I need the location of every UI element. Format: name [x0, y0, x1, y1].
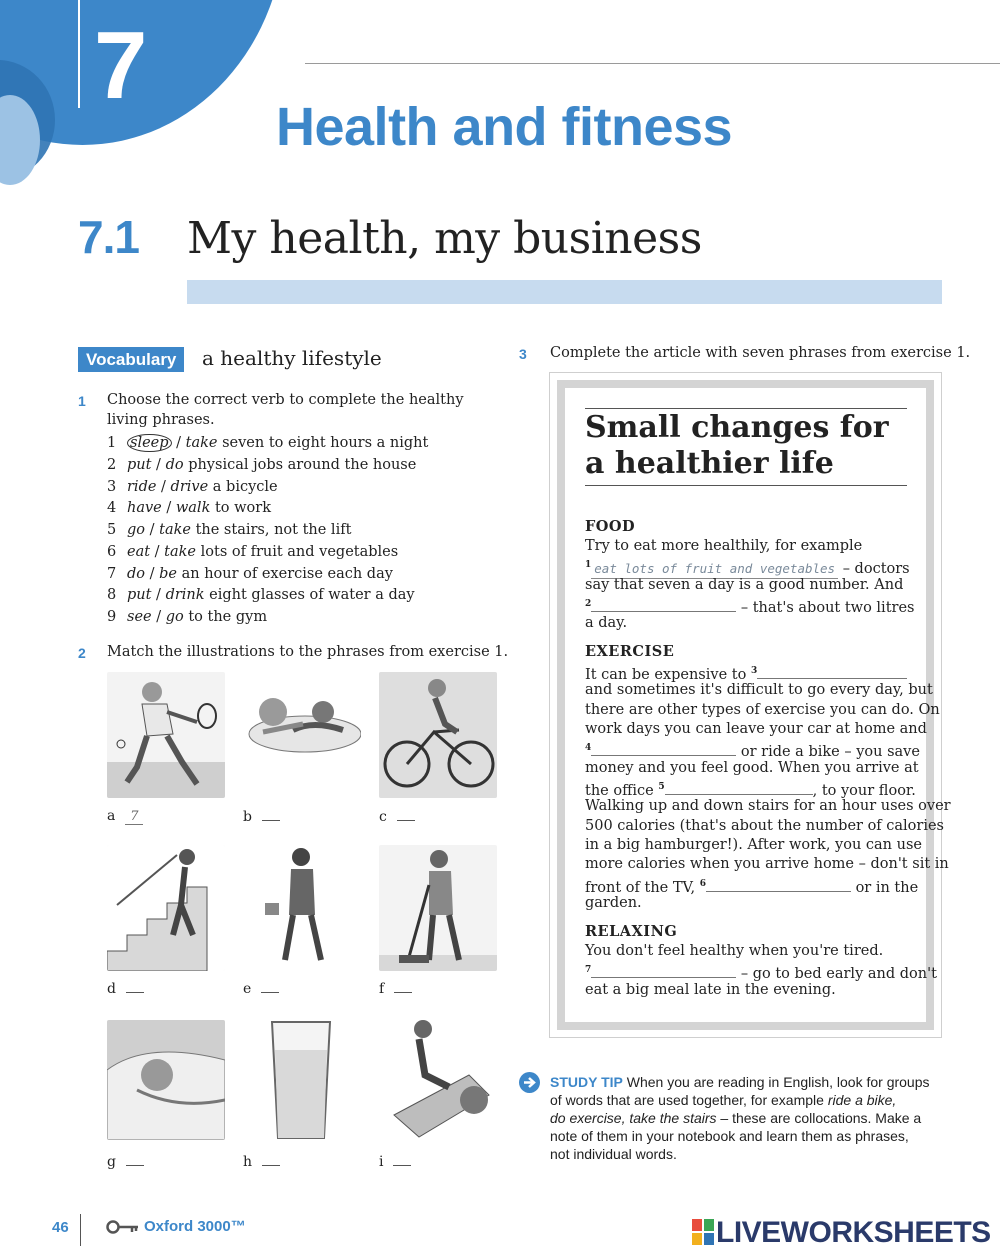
- study-tip-heading: STUDY TIP: [550, 1074, 623, 1090]
- study-tip-text: note of them in your notebook and learn them as phrases,: [550, 1128, 909, 1144]
- header-divider: [78, 0, 80, 108]
- item-number: 2: [107, 457, 117, 473]
- article-text: – go to bed early and don't: [740, 965, 937, 982]
- option-1[interactable]: sleep: [130, 435, 169, 451]
- picture-label-d: [107, 980, 144, 997]
- gap-3-field[interactable]: [757, 666, 907, 679]
- list-item: 7 do / be an hour of exercise each day: [107, 566, 393, 582]
- picture-letter: e: [243, 981, 252, 997]
- item-number: 5: [107, 522, 117, 538]
- option-2[interactable]: walk: [175, 500, 211, 516]
- picture-label-g: [107, 1153, 144, 1170]
- list-item: 9 see / go to the gym: [107, 609, 268, 625]
- option-1[interactable]: ride: [127, 479, 157, 495]
- gap-4-field[interactable]: [591, 743, 736, 756]
- article-line: Try to eat more healthily, for example: [585, 538, 863, 554]
- footer-divider: [80, 1214, 81, 1246]
- food-heading: FOOD: [585, 518, 636, 535]
- option-2[interactable]: take: [185, 435, 218, 451]
- answer-field-c[interactable]: [397, 808, 415, 821]
- answer-field-h[interactable]: [262, 1153, 280, 1166]
- article-line: $^4$ or ride a bike – you save: [585, 743, 920, 760]
- picture-label-b: [243, 808, 280, 825]
- item-rest: eight glasses of water a day: [209, 587, 415, 603]
- picture-label-h: [243, 1153, 280, 1170]
- option-1[interactable]: do: [127, 566, 146, 582]
- item-rest: a bicycle: [212, 479, 278, 495]
- study-tip-text: of words that are used together, for example: [550, 1092, 824, 1108]
- rowing-machine-icon: [389, 1015, 497, 1143]
- article-line: eat a big meal late in the evening.: [585, 982, 836, 998]
- list-item: 4 have / walk to work: [107, 500, 271, 516]
- option-2[interactable]: drink: [165, 587, 205, 603]
- article-line: work days you can leave your car at home and: [585, 721, 927, 737]
- article-line: $^1$ eat lots of fruit and vegetables – doctors: [585, 556, 910, 579]
- fruit-plate-icon: [243, 672, 361, 762]
- item-number: 3: [107, 479, 117, 495]
- picture-letter: a: [107, 808, 116, 824]
- picture-label-i: [379, 1153, 411, 1170]
- option-2[interactable]: be: [159, 566, 177, 582]
- study-tip-example: ride a bike,: [827, 1092, 897, 1108]
- item-rest: to work: [214, 500, 271, 516]
- list-item: 8 put / drink eight glasses of water a day: [107, 587, 415, 603]
- sleeping-woman-icon: [107, 1020, 225, 1140]
- article-text: or ride a bike – you save: [740, 743, 920, 760]
- article-title: [585, 410, 915, 482]
- picture-label-a: [107, 808, 143, 825]
- article-line: garden.: [585, 895, 642, 911]
- picture-letter: g: [107, 1154, 116, 1170]
- item-number: 4: [107, 500, 117, 516]
- option-1[interactable]: go: [127, 522, 146, 538]
- section-bar: [187, 280, 942, 304]
- gap-7-field[interactable]: [591, 965, 736, 978]
- item-number: 6: [107, 544, 117, 560]
- article-line: 500 calories (that's about the number of calories: [585, 818, 944, 834]
- article-line: in a big hamburger!). After work, you can use: [585, 837, 922, 853]
- option-1[interactable]: put: [127, 587, 152, 603]
- item-rest: lots of fruit and vegetables: [200, 544, 399, 560]
- picture-letter: h: [243, 1154, 253, 1170]
- article-text: , to your floor.: [812, 782, 916, 799]
- picture-letter: d: [107, 981, 116, 997]
- item-rest: seven to eight hours a night: [222, 435, 429, 451]
- oxford-3000-label: Oxford 3000™: [144, 1218, 246, 1235]
- picture-label-f: [379, 980, 412, 997]
- study-tip-text: – these are collocations. Make a: [720, 1110, 922, 1126]
- item-rest: to the gym: [188, 609, 268, 625]
- unit-title: Health and fitness: [276, 97, 733, 157]
- section-number: 7.1: [78, 211, 139, 263]
- answer-field-g[interactable]: [126, 1153, 144, 1166]
- article-line: say that seven a day is a good number. And: [585, 577, 904, 593]
- picture-label-e: [243, 980, 279, 997]
- arrow-right-icon: [519, 1072, 540, 1093]
- answer-field-i[interactable]: [393, 1153, 411, 1166]
- answer-field-b[interactable]: [262, 808, 280, 821]
- item-rest: physical jobs around the house: [188, 457, 417, 473]
- list-item: 6 eat / take lots of fruit and vegetables: [107, 544, 399, 560]
- picture-label-c: [379, 808, 415, 825]
- list-item: 3 ride / drive a bicycle: [107, 479, 278, 495]
- answer-field-a[interactable]: 7: [125, 809, 143, 825]
- exercise-heading: EXERCISE: [585, 643, 675, 660]
- option-2[interactable]: drive: [170, 479, 209, 495]
- tennis-player-icon: [107, 672, 225, 798]
- study-tip: [550, 1073, 940, 1163]
- gap-5-field[interactable]: [665, 782, 813, 795]
- cyclist-icon: [379, 672, 497, 798]
- article-line: the office $^5$ , to your floor.: [585, 782, 916, 799]
- list-item: 1 sleep / take seven to eight hours a night: [107, 435, 429, 451]
- article-line: $^2$ – that's about two litres: [585, 599, 915, 616]
- option-1[interactable]: see: [127, 609, 152, 625]
- exercise-1-number: 1: [78, 393, 86, 409]
- key-icon: [106, 1219, 140, 1239]
- item-number: 8: [107, 587, 117, 603]
- liveworksheets-text: LIVEWORKSHEETS: [716, 1216, 991, 1249]
- vocabulary-badge: Vocabulary: [78, 347, 184, 372]
- exercise-3-number: 3: [519, 346, 527, 362]
- article-line: money and you feel good. When you arrive at: [585, 760, 919, 776]
- article-line: Walking up and down stairs for an hour uses over: [585, 798, 951, 814]
- article-rule: [585, 408, 907, 409]
- article-text: It can be expensive to: [585, 666, 747, 683]
- option-2[interactable]: do: [165, 457, 184, 473]
- article-line: It can be expensive to $^3$: [585, 662, 907, 685]
- relaxing-heading: RELAXING: [585, 923, 678, 940]
- list-item: 5 go / take the stairs, not the lift: [107, 522, 352, 538]
- item-number: 1: [107, 435, 117, 451]
- gap-1-field[interactable]: eat lots of fruit and vegetables: [591, 559, 838, 579]
- exercise-2-instruction: Match the illustrations to the phrases from exercise 1.: [107, 644, 509, 660]
- item-number: 9: [107, 609, 117, 625]
- study-tip-text: not individual words.: [550, 1146, 677, 1162]
- picture-letter: f: [379, 981, 385, 997]
- water-glass-icon: [268, 1020, 334, 1142]
- option-2[interactable]: take: [164, 544, 197, 560]
- section-title: My health, my business: [187, 213, 702, 264]
- article-text: front of the TV,: [585, 879, 696, 896]
- answer-field-e[interactable]: [261, 980, 279, 993]
- picture-letter: i: [379, 1154, 384, 1170]
- article-text: – that's about two litres: [740, 599, 915, 616]
- exercise-3-instruction: Complete the article with seven phrases from exercise 1.: [550, 345, 971, 361]
- walking-woman-icon: [243, 845, 361, 971]
- article-title-line: Small changes for: [585, 410, 889, 445]
- article-text: or in the: [855, 879, 919, 896]
- picture-letter: c: [379, 809, 387, 825]
- article-line: there are other types of exercise you can do. On: [585, 702, 940, 718]
- sweeping-man-icon: [379, 845, 497, 971]
- gap-2-field[interactable]: [591, 599, 736, 612]
- option-2[interactable]: take: [159, 522, 191, 538]
- article-text: the office: [585, 782, 654, 799]
- item-rest: an hour of exercise each day: [181, 566, 393, 582]
- stairs-icon: [107, 845, 225, 971]
- option-1[interactable]: have: [127, 500, 162, 516]
- option-1[interactable]: put: [127, 457, 152, 473]
- answer-field-f[interactable]: [394, 980, 412, 993]
- list-item: 2 put / do physical jobs around the house: [107, 457, 417, 473]
- exercise-2-number: 2: [78, 645, 86, 661]
- liveworksheets-mark-icon: [692, 1219, 714, 1245]
- picture-letter: b: [243, 809, 252, 825]
- study-tip-example: do exercise, take the stairs: [550, 1110, 717, 1126]
- article-line: front of the TV, $^6$ or in the: [585, 879, 919, 896]
- article-line: $^7$ – go to bed early and don't: [585, 965, 937, 982]
- answer-field-d[interactable]: [126, 980, 144, 993]
- article-title-line: a healthier life: [585, 446, 834, 481]
- article-line: more calories when you arrive home – don't sit in: [585, 856, 949, 872]
- option-1[interactable]: eat: [127, 544, 151, 560]
- item-number: 7: [107, 566, 117, 582]
- item-rest: the stairs, not the lift: [195, 522, 352, 538]
- article-line: a day.: [585, 615, 628, 631]
- gap-6-field[interactable]: [706, 879, 851, 892]
- option-2[interactable]: go: [165, 609, 184, 625]
- unit-number: 7: [94, 12, 148, 119]
- article-rule: [585, 485, 907, 486]
- header-rule: [305, 63, 1000, 64]
- article-text: – doctors: [842, 560, 910, 577]
- article-line: and sometimes it's difficult to go every day, but: [585, 682, 933, 698]
- liveworksheets-logo: [692, 1216, 991, 1250]
- exercise-1-instruction: Choose the correct verb to complete the healthy living phrases.: [107, 392, 464, 428]
- article-line: You don't feel healthy when you're tired.: [585, 943, 884, 959]
- study-tip-text: When you are reading in English, look for groups: [626, 1074, 930, 1090]
- vocabulary-topic: a healthy lifestyle: [202, 346, 382, 370]
- page-number: 46: [52, 1219, 69, 1236]
